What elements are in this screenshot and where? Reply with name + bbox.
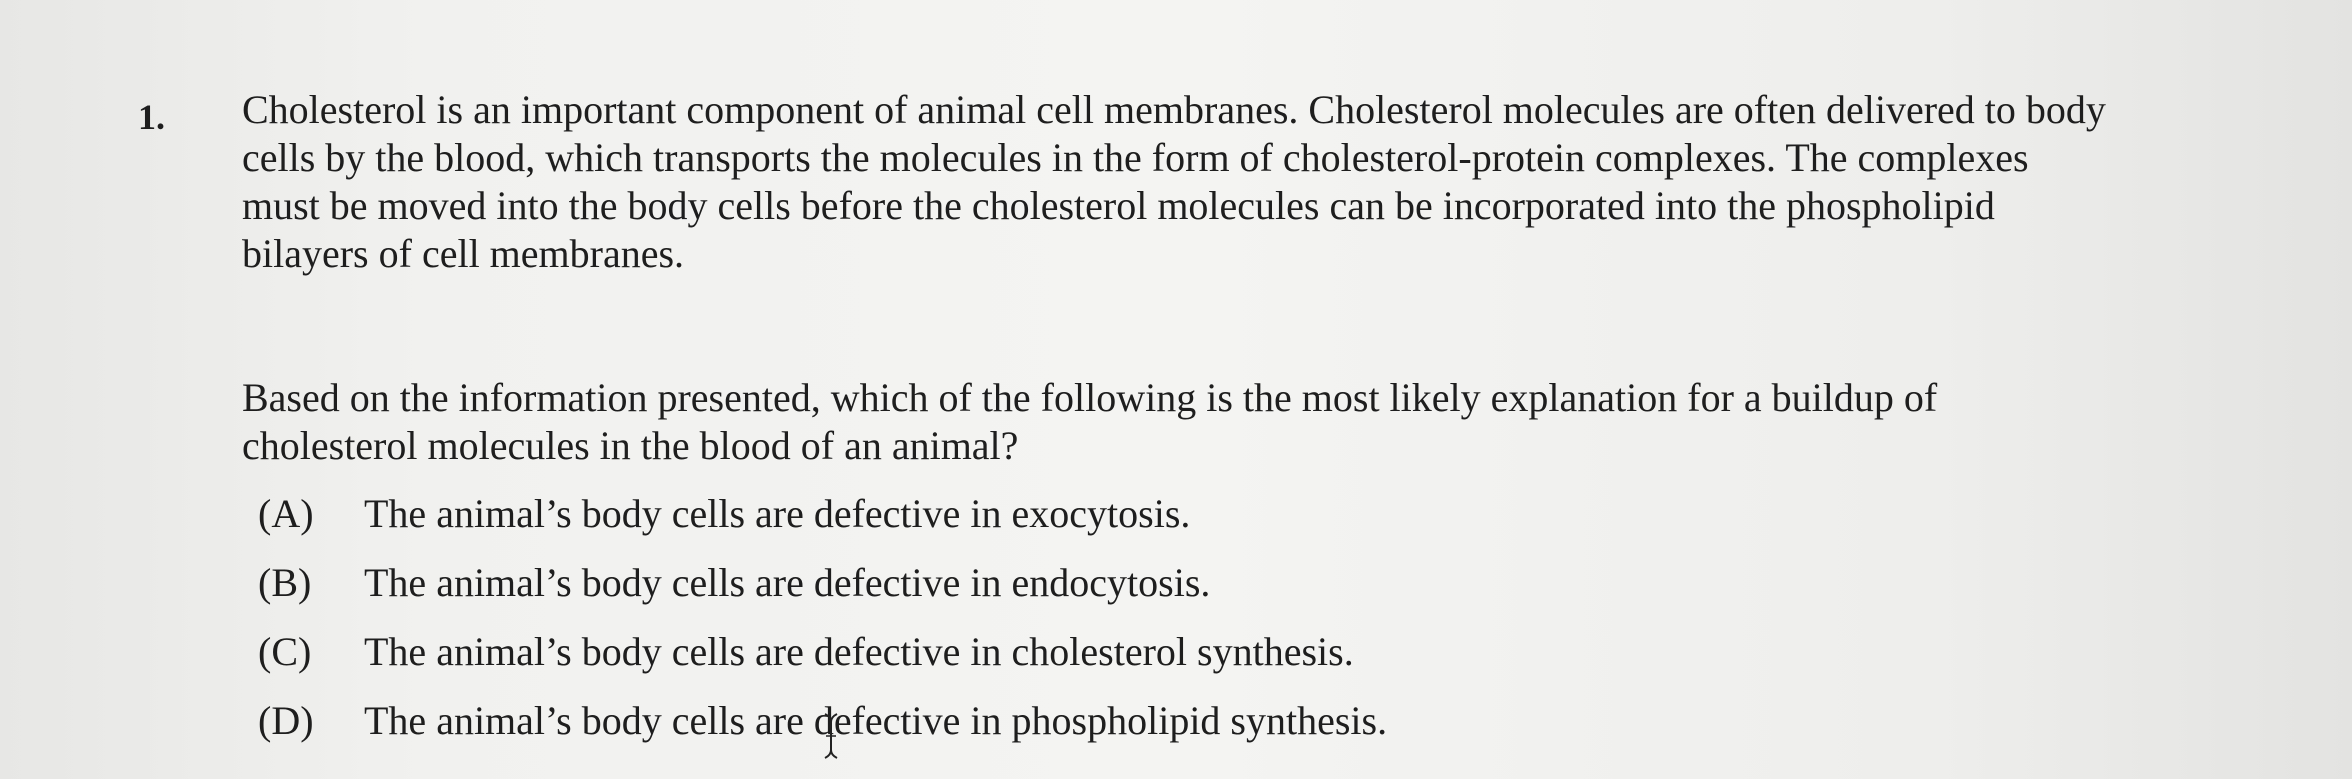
prompt-line: Based on the information presented, which of the following is the most likely explanation for a buildup of — [242, 375, 1938, 420]
choice-letter: (B) — [258, 560, 312, 605]
question-stem — [242, 86, 2302, 278]
choice-letter: (A) — [258, 491, 314, 536]
stem-line: cells by the blood, which transports the molecules in the form of cholesterol-protein complexes. The complexes — [242, 135, 2029, 180]
stem-line: bilayers of cell membranes. — [242, 231, 685, 276]
choice-text: The animal’s body cells are defective in cholesterol synthesis. — [364, 629, 1354, 674]
text-cursor-icon — [822, 712, 840, 760]
choice-text: The animal’s body cells are defective in endocytosis. — [364, 560, 1211, 605]
prompt-line: cholesterol molecules in the blood of an animal? — [242, 423, 1019, 468]
stem-line: Cholesterol is an important component of animal cell membranes. Cholesterol molecules are often delivered to body — [242, 87, 2106, 132]
choice-letter: (D) — [258, 698, 314, 743]
choice-text: The animal’s body cells are defective in exocytosis. — [364, 491, 1191, 536]
choice-letter: (C) — [258, 629, 312, 674]
question-number: 1. — [138, 97, 165, 137]
stem-line: must be moved into the body cells before the cholesterol molecules can be incorporated into the phospholipid — [242, 183, 1995, 228]
question-prompt — [242, 374, 2302, 470]
choice-text: The animal’s body cells are defective in phospholipid synthesis. — [364, 698, 1388, 743]
